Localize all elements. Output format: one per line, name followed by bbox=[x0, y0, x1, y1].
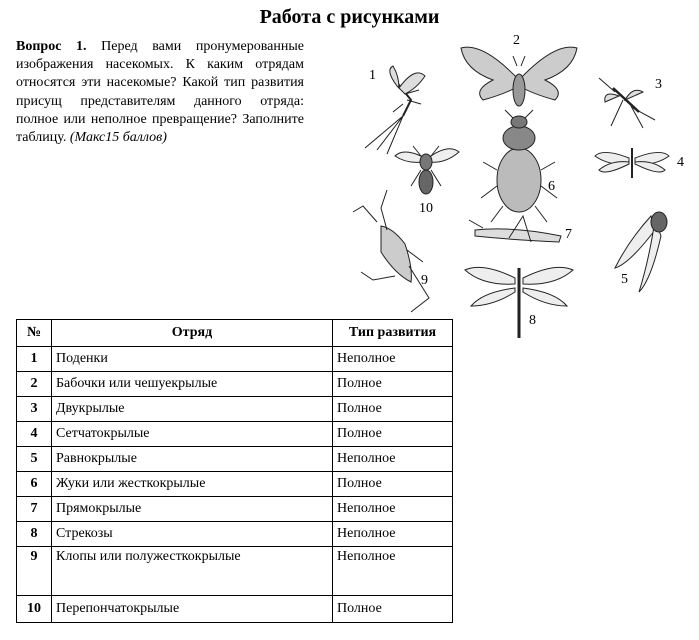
row-number: 2 bbox=[17, 372, 52, 397]
moth-drawing bbox=[461, 47, 577, 106]
dragonfly-drawing bbox=[465, 267, 573, 338]
row-number: 3 bbox=[17, 397, 52, 422]
row-development: Неполное bbox=[333, 347, 453, 372]
question-text bbox=[16, 38, 304, 147]
row-number: 1 bbox=[17, 347, 52, 372]
row-number: 9 bbox=[17, 547, 52, 596]
figure-label-4: 4 bbox=[677, 155, 684, 170]
figure-label-3: 3 bbox=[655, 77, 662, 92]
water-bug-drawing bbox=[353, 190, 429, 312]
table-row bbox=[17, 372, 453, 397]
row-order: Равнокрылые bbox=[52, 447, 333, 472]
mosquito-drawing bbox=[599, 78, 655, 128]
answer-table bbox=[16, 319, 453, 623]
row-development: Полное bbox=[333, 472, 453, 497]
table-row bbox=[17, 347, 453, 372]
grasshopper-drawing bbox=[469, 216, 561, 242]
row-number: 8 bbox=[17, 522, 52, 547]
table-row bbox=[17, 596, 453, 623]
figure-label-6: 6 bbox=[548, 179, 555, 194]
table-row bbox=[17, 397, 453, 422]
row-development: Неполное bbox=[333, 547, 453, 596]
question-label: Вопрос 1. bbox=[16, 39, 87, 54]
row-order: Двукрылые bbox=[52, 397, 333, 422]
row-number: 6 bbox=[17, 472, 52, 497]
row-number: 5 bbox=[17, 447, 52, 472]
figure-label-5: 5 bbox=[621, 272, 628, 287]
figure-label-7: 7 bbox=[565, 227, 572, 242]
row-development: Полное bbox=[333, 397, 453, 422]
wasp-drawing bbox=[395, 146, 459, 194]
row-order: Жуки или жесткокрылые bbox=[52, 472, 333, 497]
figure-label-2: 2 bbox=[513, 33, 520, 48]
row-development: Полное bbox=[333, 422, 453, 447]
row-order: Прямокрылые bbox=[52, 497, 333, 522]
row-order: Стрекозы bbox=[52, 522, 333, 547]
table-row bbox=[17, 497, 453, 522]
question-score: (Макс15 баллов) bbox=[69, 130, 167, 146]
row-order: Клопы или полужесткокрылые bbox=[52, 547, 333, 596]
row-development: Неполное bbox=[333, 447, 453, 472]
table-row bbox=[17, 422, 453, 447]
row-development: Неполное bbox=[333, 497, 453, 522]
row-number: 10 bbox=[17, 596, 52, 623]
figure-label-9: 9 bbox=[421, 273, 428, 288]
row-order: Поденки bbox=[52, 347, 333, 372]
table-row bbox=[17, 522, 453, 547]
table-row bbox=[17, 472, 453, 497]
insects-figure bbox=[333, 30, 699, 342]
row-number: 7 bbox=[17, 497, 52, 522]
row-number: 4 bbox=[17, 422, 52, 447]
page-title: Работа с рисунками bbox=[259, 6, 440, 28]
figure-label-1: 1 bbox=[369, 68, 376, 83]
row-development: Полное bbox=[333, 372, 453, 397]
row-order: Сетчатокрылые bbox=[52, 422, 333, 447]
lacewing-drawing bbox=[595, 148, 669, 178]
beetle-drawing bbox=[481, 110, 557, 222]
figure-label-8: 8 bbox=[529, 313, 536, 328]
table-row bbox=[17, 447, 453, 472]
figure-label-10: 10 bbox=[419, 201, 433, 216]
header-number: № bbox=[17, 320, 52, 347]
table-header-row bbox=[17, 320, 453, 347]
header-development: Тип развития bbox=[333, 320, 453, 347]
table-row bbox=[17, 547, 453, 596]
row-development: Неполное bbox=[333, 522, 453, 547]
question-body: Перед вами пронумерованные изображения насекомых. К каким отрядам относятся эти насекомые? Какой тип развития присущ представителям данного отряда: полное или неполное превращение? Заполните таблицу. bbox=[16, 39, 304, 146]
row-order: Бабочки или чешуекрылые bbox=[52, 372, 333, 397]
header-order: Отряд bbox=[52, 320, 333, 347]
row-development: Полное bbox=[333, 596, 453, 623]
row-order: Перепончатокрылые bbox=[52, 596, 333, 623]
